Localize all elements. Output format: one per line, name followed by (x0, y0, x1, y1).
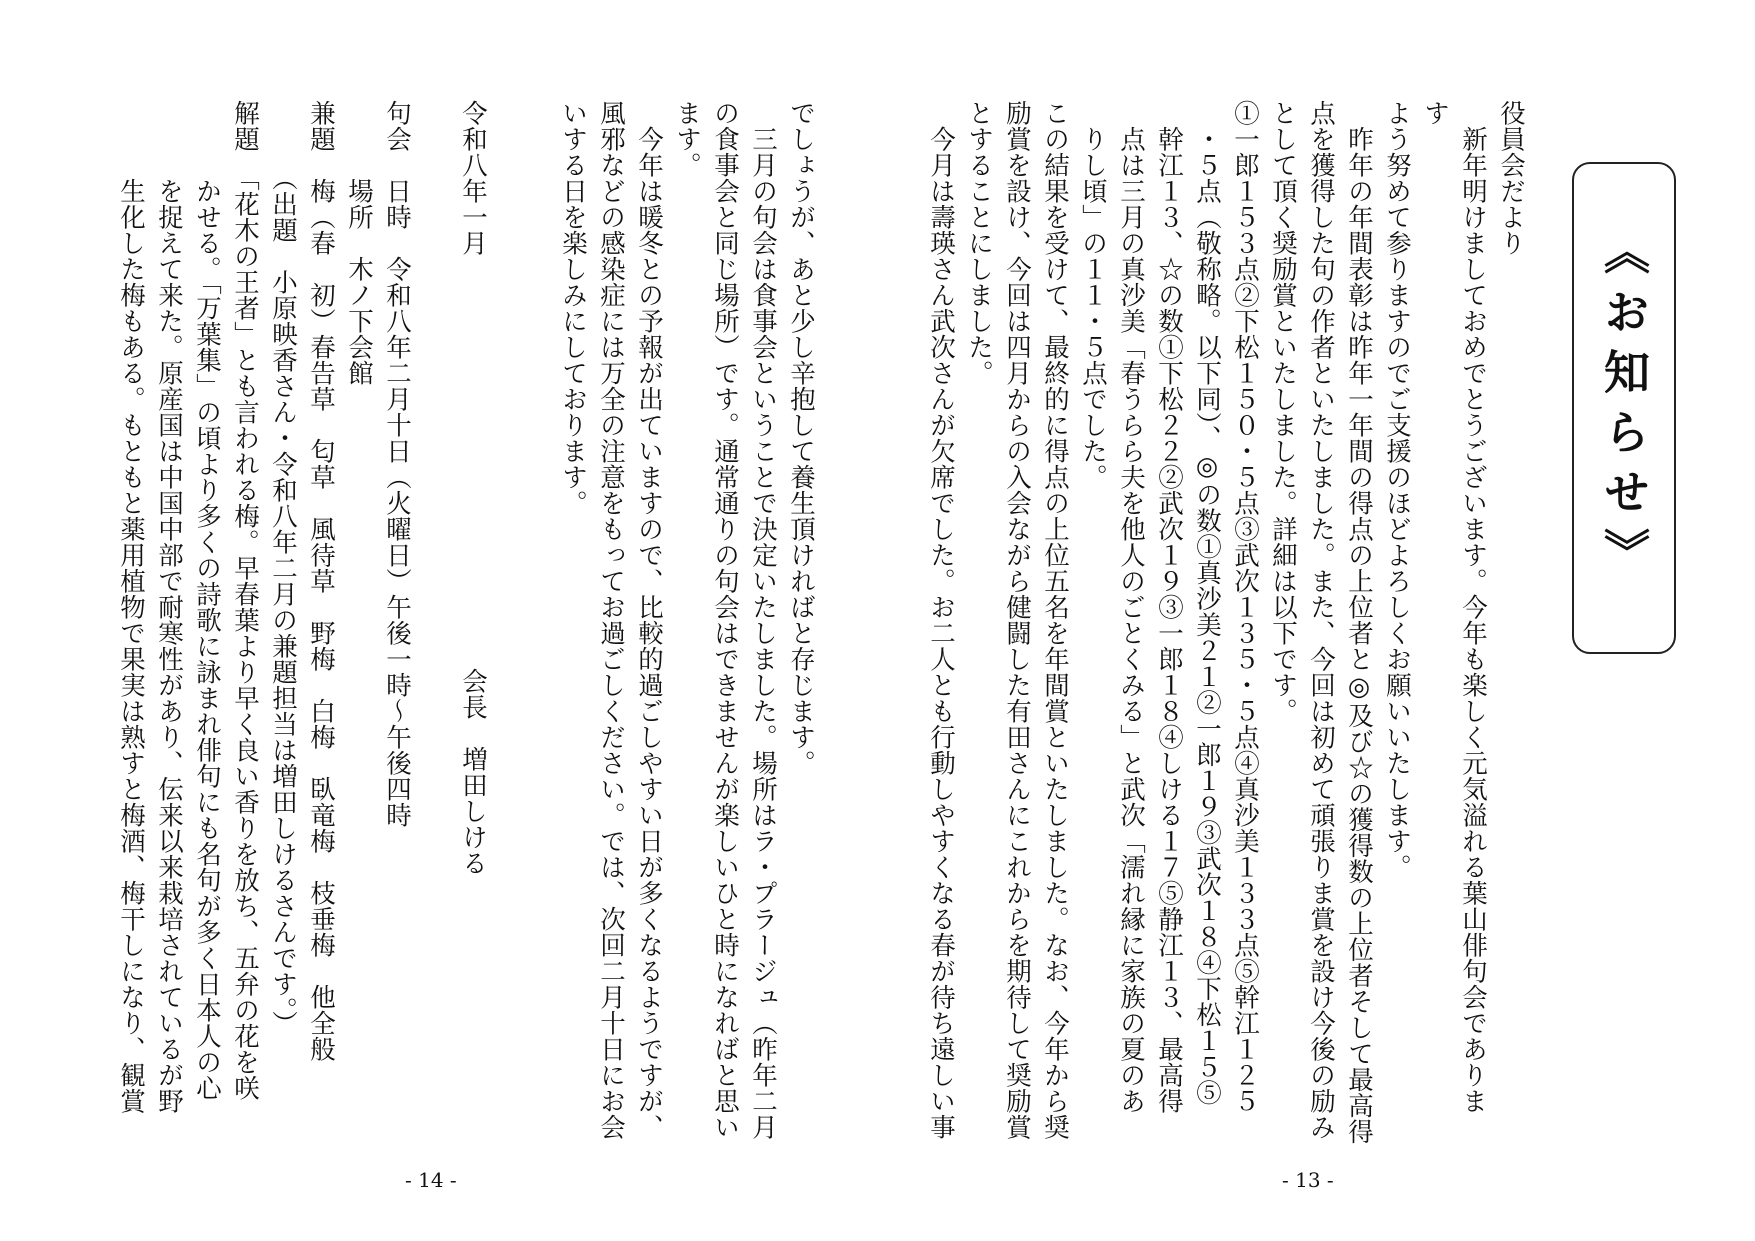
text-line: 励賞を設け、今回は四月からの入会ながら健闘した有田さんにこれからを期待して奨励賞 (1002, 100, 1032, 1140)
text-line: 風邪などの感染症には万全の注意をもってお過ごしください。では、次回二月十日にお会 (596, 100, 626, 1140)
text-line: ①一郎１５３点②下松１５０・５点③武次１３５・５点④真沙美１３３点⑤幹江１２５ (1230, 100, 1260, 1114)
meeting-details (96, 100, 416, 1120)
text-line: かせる。「万葉集」の頃より多くの詩歌に詠まれ俳句にも名句が多く日本人の心 (192, 100, 222, 1102)
text-line: 解題 「花木の王者」とも言われる梅。早春葉より早く良い香りを放ち、五弁の花を咲 (230, 100, 260, 1102)
text-line: よう努めて参りますのでご支援のほどよろしくお願いいたします。 (1382, 100, 1412, 880)
text-line: を捉えて来た。原産国は中国中部で耐寒性があり、伝来以来栽培されているが野 (154, 100, 184, 1114)
text-line: 新年明けましておめでとうございます。今年も楽しく元気溢れる葉山俳句会でありま (1458, 100, 1488, 1114)
text-line: この結果を受けて、最終的に得点の上位五名を年間賞といたしました。なお、今年から奨 (1040, 100, 1070, 1140)
text-line: す (1420, 100, 1450, 126)
left-page-paragraph (540, 100, 820, 1140)
text-line: りし頃」の１１・５点でした。 (1078, 100, 1108, 490)
text-line: でしょうが、あと少し辛抱して養生頂ければと存じます。 (786, 100, 816, 776)
text-line: 役員会だより (1496, 100, 1526, 256)
left-page-date: 令和八年一月 (458, 100, 488, 256)
text-line: として頂く奨励賞といたしました。詳細は以下です。 (1268, 100, 1298, 724)
text-line: の食事会と同じ場所）です。通常通りの句会はできませんが楽しいひと時になればと思い (710, 100, 740, 1140)
right-page-text (926, 100, 1530, 1145)
text-line: 場所 木ノ下会館 (344, 100, 374, 386)
text-line: 句会 日時 令和八年二月十日（火曜日）午後一時～午後四時 (382, 100, 412, 828)
text-line: 昨年の年間表彰は昨年一年間の得点の上位者と◎及び☆の獲得数の上位者そして最高得 (1344, 100, 1374, 1145)
text-line: いする日を楽しみにしております。 (558, 100, 588, 516)
left-page-signature: 会長 増田しける (458, 668, 488, 876)
text-line: ・５点（敬称略。以下同）、◎の数①真沙美２１②一郎１９③武次１８④下松１５⑤ (1192, 100, 1222, 1106)
text-line: 点は三月の真沙美「春うらら夫を他人のごとくみる」と武次「濡れ縁に家族の夏のあ (1116, 100, 1146, 1114)
notice-title: 《お知らせ》 (1572, 162, 1676, 654)
text-line: 兼題 梅（春 初）春告草 匂草 風待草 野梅 白梅 臥竜梅 枝垂梅 他全般 (306, 100, 336, 1062)
text-line: 生化した梅もある。もともと薬用植物で果実は熟すと梅酒、梅干しになり、観賞 (116, 100, 146, 1114)
text-line: （出題 小原映香さん・令和八年二月の兼題担当は増田しけるさんです。） (268, 100, 298, 1037)
text-line: 幹江１３、☆の数①下松２２②武次１９③一郎１８④しける１７⑤静江１３、最高得 (1154, 100, 1184, 1114)
text-line: 今年は暖冬との予報が出ていますので、比較的過ごしやすい日が多くなるようですが、 (634, 100, 664, 1140)
page-number-14: - 14 - (405, 1168, 457, 1192)
text-line: 点を獲得した句の作者といたしました。また、今回は初めて頑張りま賞を設け今後の励み (1306, 100, 1336, 1140)
text-line: とすることにしました。 (964, 100, 994, 386)
text-line: 三月の句会は食事会ということで決定いたしました。場所はラ・プラージュ（昨年二月 (748, 100, 778, 1140)
text-line: ます。 (672, 100, 702, 178)
page-number-13: - 13 - (1282, 1168, 1334, 1192)
text-line: 今月は壽瑛さん武次さんが欠席でした。お二人とも行動しやすくなる春が待ち遠しい事 (926, 100, 956, 1140)
